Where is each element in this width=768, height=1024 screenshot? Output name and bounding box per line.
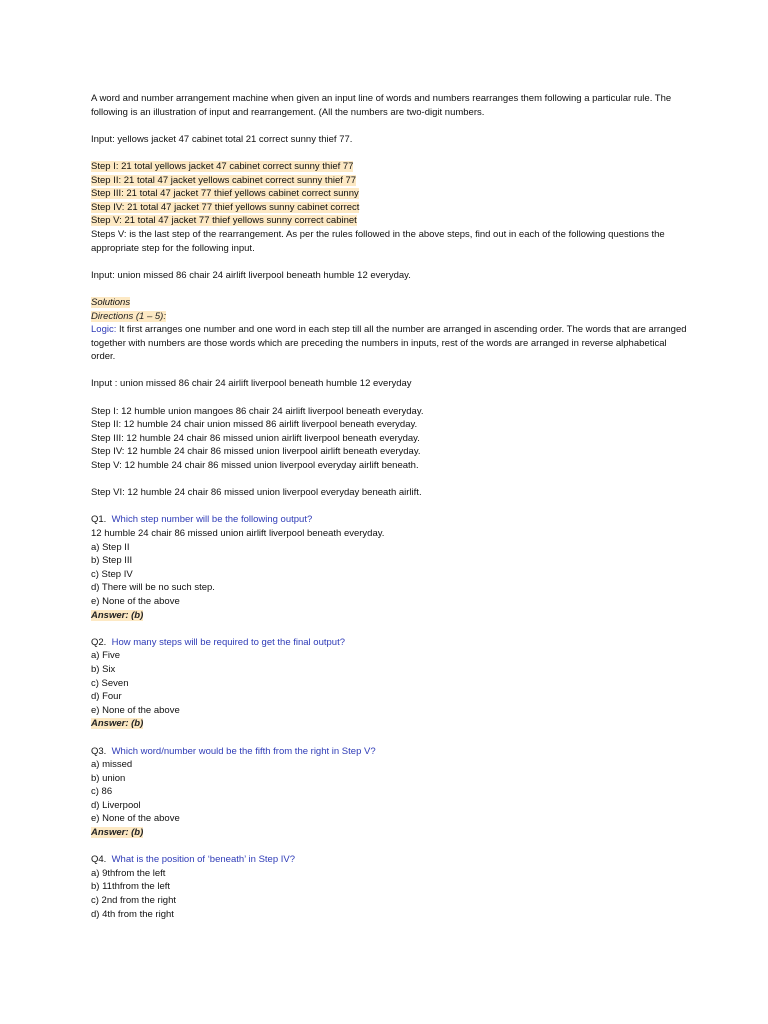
solution-step: Step I: 12 humble union mangoes 86 chair 24 airlift liverpool beneath everyday. [91, 405, 424, 417]
example-input: Input: yellows jacket 47 cabinet total 21 correct sunny thief 77. [91, 133, 353, 145]
question-number: Q3. [91, 745, 107, 757]
option: a) 9thfrom the left [91, 867, 166, 879]
question-block [91, 745, 691, 840]
option: c) Seven [91, 677, 129, 689]
answer: Answer: (b) [91, 718, 144, 730]
logic-label: Logic: [91, 324, 117, 336]
option: e) None of the above [91, 813, 180, 825]
question-text: Which step number will be the following output? [111, 514, 313, 526]
option: d) 4th from the right [91, 908, 174, 920]
example-steps [91, 160, 691, 228]
question-text: Which word/number would be the fifth from the right in Step V? [111, 745, 376, 757]
question-text: How many steps will be required to get the final output? [111, 636, 346, 648]
question-number: Q2. [91, 636, 107, 648]
option: c) 86 [91, 786, 113, 798]
option: a) Five [91, 650, 121, 662]
question-input: Input: union missed 86 chair 24 airlift liverpool beneath humble 12 everyday. [91, 269, 411, 281]
solutions-heading: Solutions [91, 296, 131, 308]
question-number: Q1. [91, 514, 107, 526]
option: b) union [91, 772, 126, 784]
solution-step-vi: Step VI: 12 humble 24 chair 86 missed union liverpool everyday beneath airlift. [91, 487, 422, 499]
example-step: Step II: 21 total 47 jacket yellows cabinet correct sunny thief 77 [91, 174, 357, 186]
example-step: Step IV: 21 total 47 jacket 77 thief yellows sunny cabinet correct [91, 201, 360, 213]
option: b) Six [91, 663, 116, 675]
steps-note: Steps V: is the last step of the rearrangement. As per the rules followed in the above steps, find out in each of the following questions the appropriate step for the following input. [91, 228, 665, 254]
option: a) missed [91, 759, 133, 771]
logic-text: It first arranges one number and one word in each step till all the number are arranged in ascending order. The words that are arranged together with numbers are those words which are preceding the numbers in inputs, rest of the words are arranged in reverse alphabetical order. [91, 324, 687, 363]
option: c) Step IV [91, 568, 133, 580]
solution-step: Step II: 12 humble 24 chair union missed 86 airlift liverpool beneath everyday. [91, 419, 418, 431]
question-extra: 12 humble 24 chair 86 missed union airlift liverpool beneath everyday. [91, 528, 385, 539]
question-text: What is the position of ‘beneath’ in Step IV? [111, 854, 296, 866]
question-number: Q4. [91, 854, 107, 866]
option: d) There will be no such step. [91, 582, 215, 594]
option: b) Step III [91, 555, 133, 567]
example-step: Step V: 21 total 47 jacket 77 thief yellows sunny correct cabinet [91, 215, 357, 227]
option: a) Step II [91, 541, 130, 553]
directions-heading: Directions (1 – 5): [91, 310, 166, 322]
solution-input: Input : union missed 86 chair 24 airlift liverpool beneath humble 12 everyday [91, 378, 412, 390]
document-body [91, 92, 691, 921]
option: e) None of the above [91, 595, 180, 607]
question-block [91, 853, 691, 921]
question-block [91, 513, 691, 622]
option: b) 11thfrom the left [91, 881, 171, 893]
answer: Answer: (b) [91, 827, 144, 839]
option: d) Liverpool [91, 799, 141, 811]
example-step: Step III: 21 total 47 jacket 77 thief yellows cabinet correct sunny [91, 188, 359, 200]
answer: Answer: (b) [91, 609, 144, 621]
logic-paragraph [91, 323, 691, 364]
question-block [91, 636, 691, 731]
solution-step: Step IV: 12 humble 24 chair 86 missed union liverpool airlift beneath everyday. [91, 446, 421, 458]
solution-steps [91, 405, 691, 473]
option: d) Four [91, 691, 122, 703]
intro-paragraph: A word and number arrangement machine when given an input line of words and numbers rearranges them following a particular rule. The following is an illustration of input and rearrangement. (All the numbers are two-digit numbers. [91, 93, 672, 118]
option: e) None of the above [91, 704, 180, 716]
example-step: Step I: 21 total yellows jacket 47 cabinet correct sunny thief 77 [91, 160, 354, 172]
solution-step: Step III: 12 humble 24 chair 86 missed union airlift liverpool beneath everyday. [91, 432, 420, 444]
option: c) 2nd from the right [91, 895, 177, 907]
solution-step: Step V: 12 humble 24 chair 86 missed union liverpool everyday airlift beneath. [91, 460, 419, 472]
